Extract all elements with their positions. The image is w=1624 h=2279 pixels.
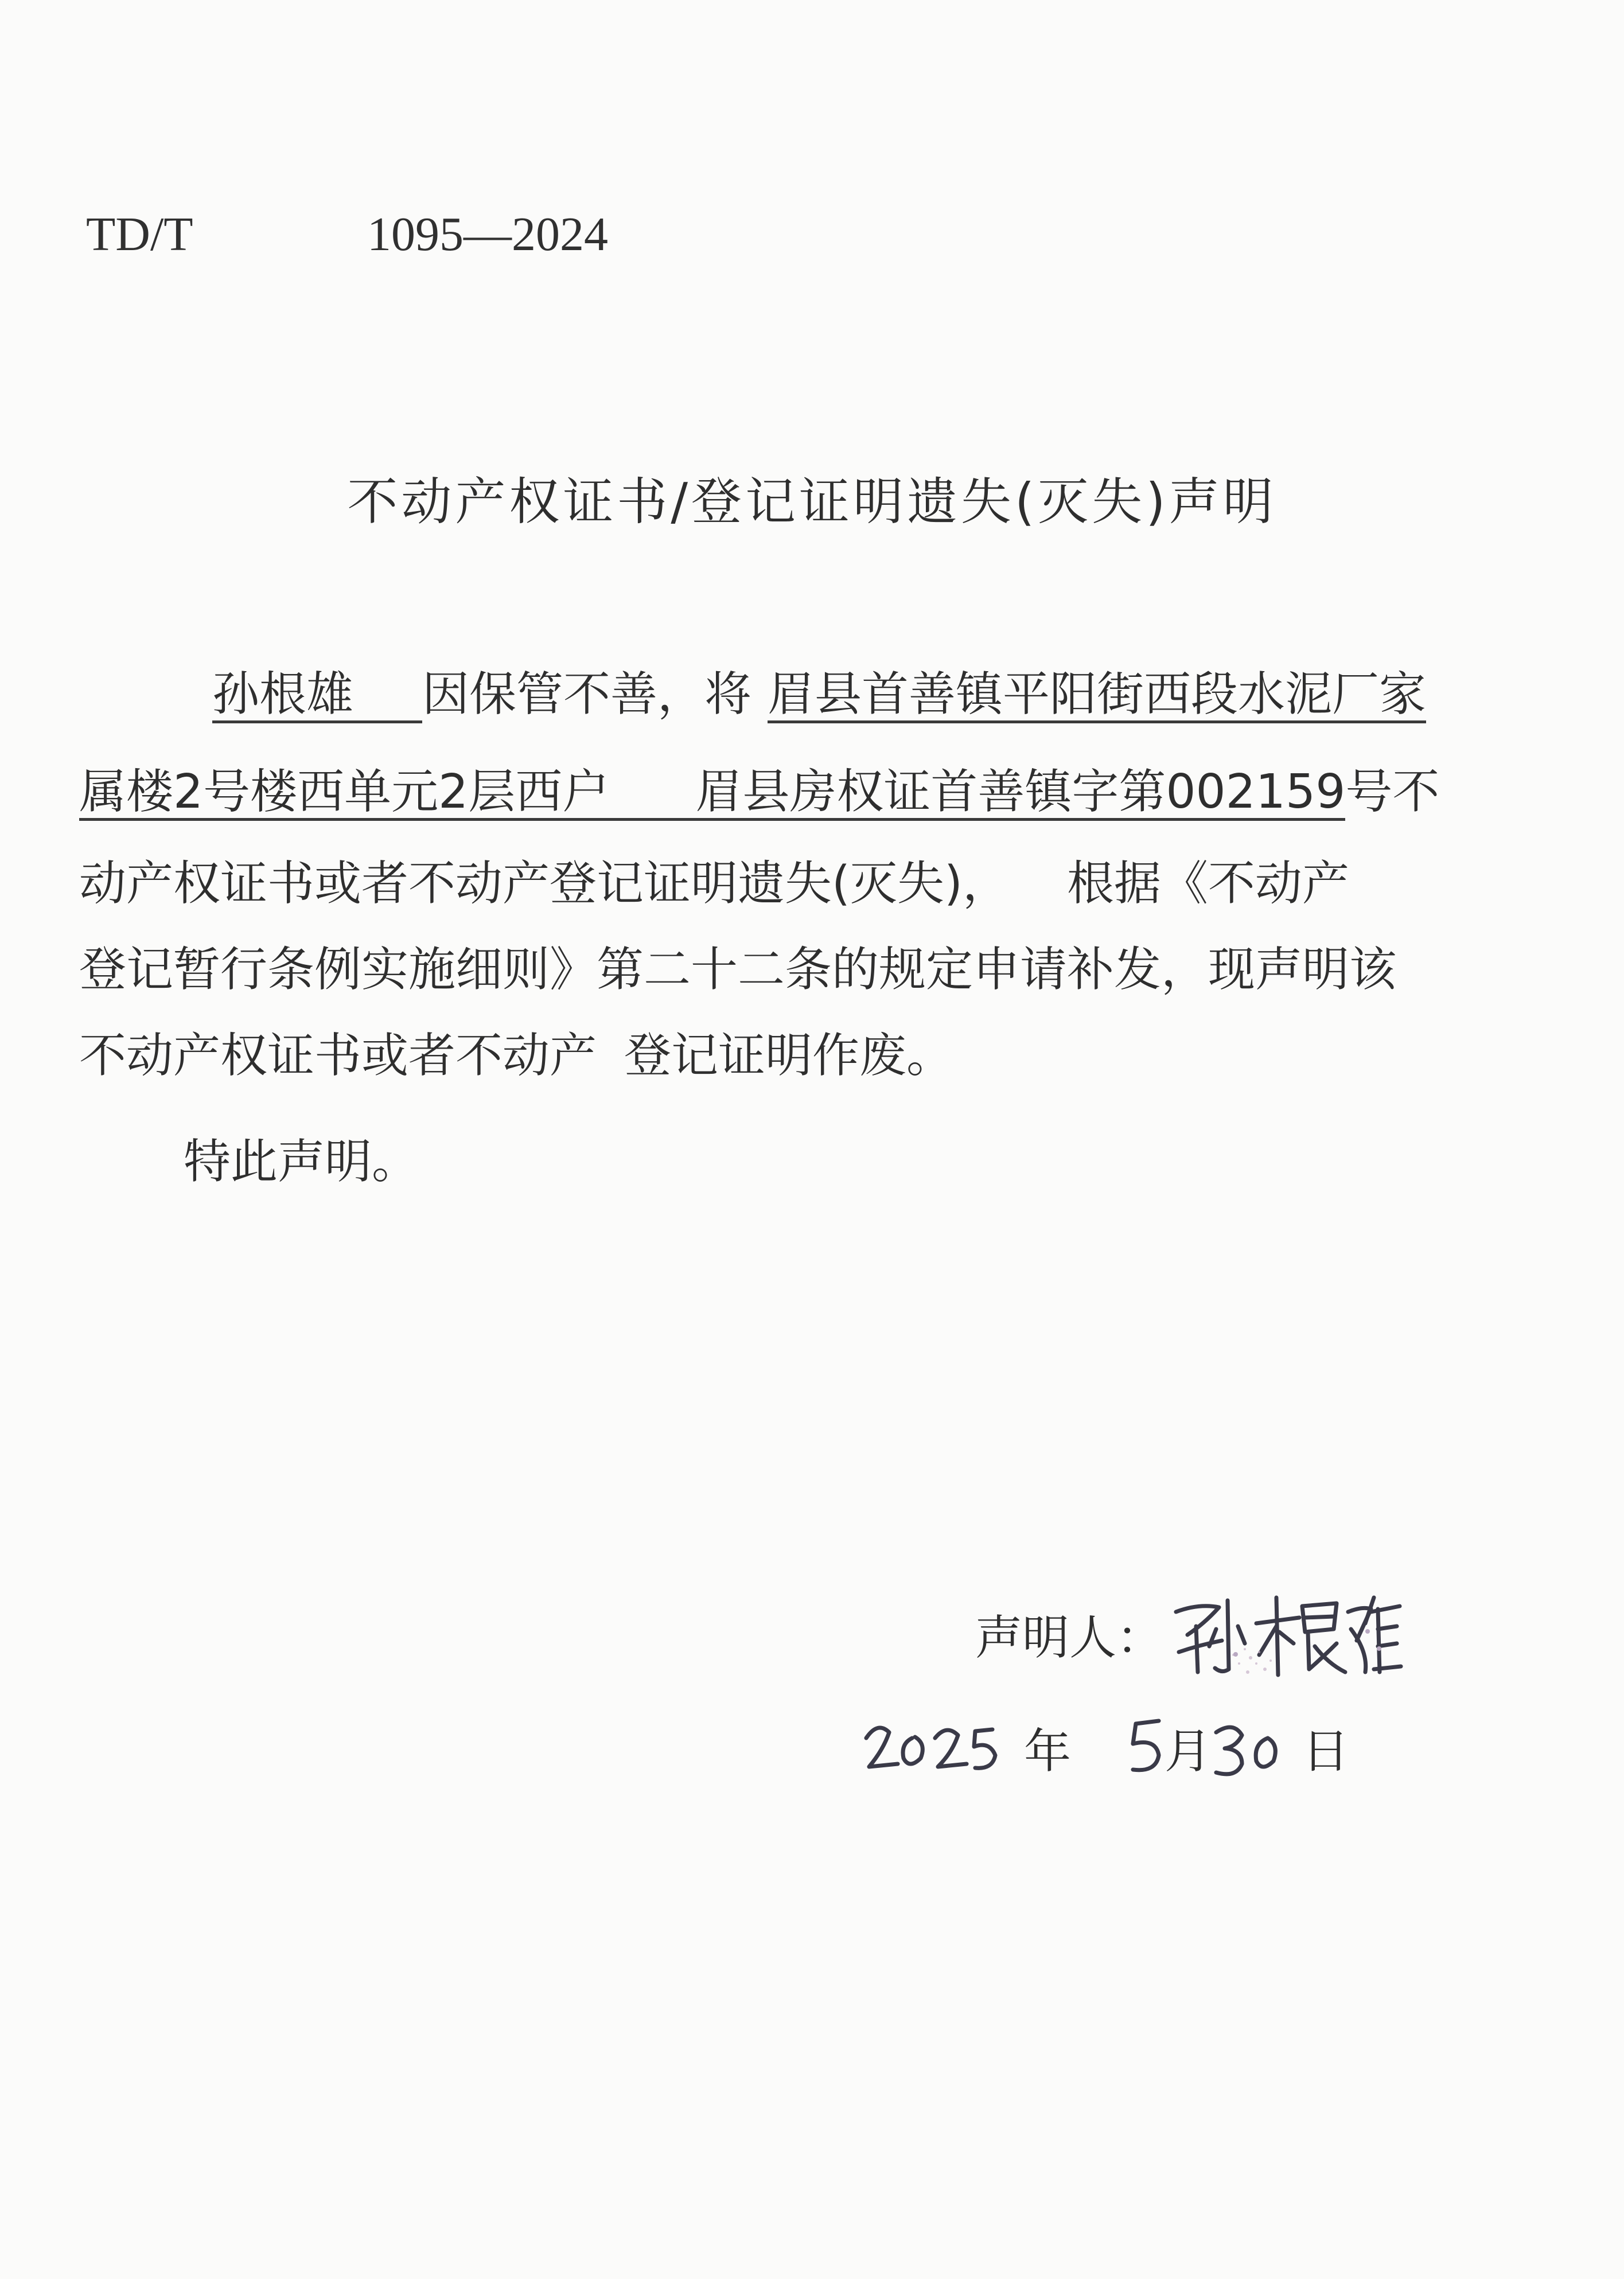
body-line-3 [79,856,1349,911]
scan-speck [1233,1652,1238,1657]
date-month-unit: 月 [1165,1724,1212,1779]
handwritten-month [1119,1709,1170,1784]
standard-number: 1095—2024 [367,208,608,261]
date-day-unit: 日 [1302,1724,1350,1779]
body-line-3-text: 动产权证书或者不动产登记证明遗失(灭失)， [79,856,1010,911]
body-line-5-part-1: 不动产权证书或者不动产 [79,1029,597,1083]
owner-name: 孙根雄 [212,671,422,723]
handwritten-signature [1165,1572,1405,1686]
document-title: 不动产权证书/登记证明遗失(灭失)声明 [347,472,1277,531]
body-line-1 [212,667,1427,723]
declarant-label: 声明人： [975,1611,1164,1665]
body-line-1-text: 因保管不善，将 [422,667,752,722]
closing-statement: 特此声明。 [184,1135,419,1189]
address-part-2: 属楼2号楼西单元2层西户 眉县房权证首善镇字第002159 [79,769,1345,821]
body-line-4: 登记暂行条例实施细则》第二十二条的规定申请补发，现声明该 [79,942,1397,997]
scan-speck [1365,1629,1370,1634]
body-line-3-suffix: 根据《不动产 [1066,856,1349,911]
body-line-2-suffix: 号不 [1345,765,1440,819]
date-row [860,1698,1377,1790]
body-line-5-part-2: 登记证明作废。 [624,1029,954,1083]
certificate-number: 眉县房权证首善镇字第002159 [695,765,1346,819]
body-line-2 [79,765,1440,821]
date-year-unit: 年 [1024,1724,1072,1779]
handwritten-day [1210,1709,1296,1784]
standard-code: TD/T [86,208,193,261]
body-line-5 [79,1029,954,1083]
handwritten-year [860,1704,1010,1784]
address-part-1: 眉县首善镇平阳街西段水泥厂家 [768,671,1426,723]
scan-speck [1377,1646,1381,1651]
